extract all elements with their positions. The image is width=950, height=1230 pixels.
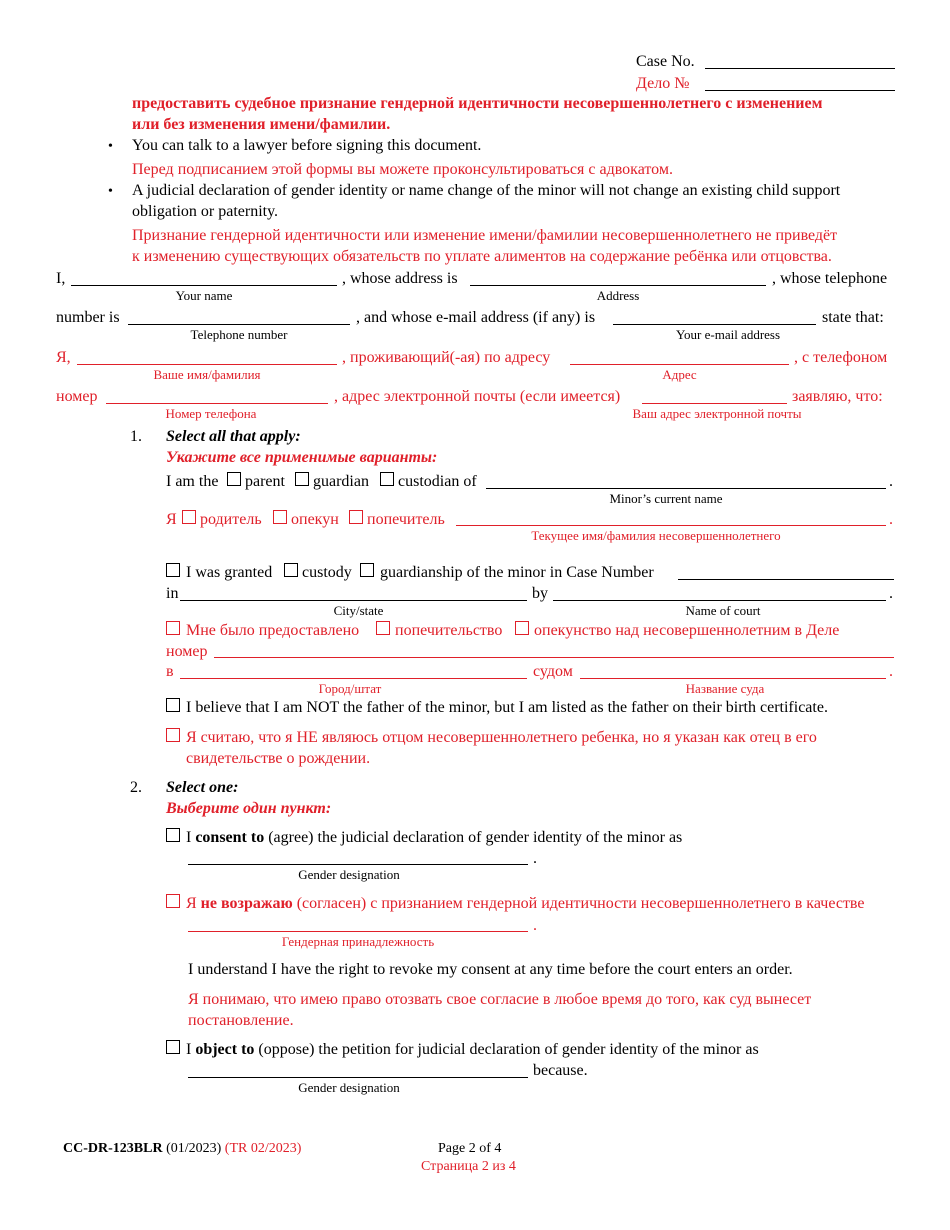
not-father-label-ru-1: Я считаю, что я НЕ являюсь отцом несовершеннолетнего ребенка, но я указан как отец в его	[186, 729, 817, 746]
in-text: in	[166, 585, 179, 602]
email-text-ru: , адрес электронной почты (если имеется)	[334, 388, 621, 405]
parent-checkbox[interactable]	[227, 472, 241, 486]
consent-text-ru: не возражаю	[200, 895, 293, 912]
section2-title: Select one:	[166, 779, 239, 796]
your-name-caption-ru: Ваше имя/фамилия	[153, 367, 261, 382]
number-text-ru: номер	[56, 388, 98, 405]
telephone-field-ru[interactable]	[106, 403, 328, 404]
guardian-checkbox[interactable]	[295, 472, 309, 486]
i-text: I	[186, 829, 192, 846]
case-no-field[interactable]	[705, 68, 895, 69]
not-father-checkbox[interactable]	[166, 698, 180, 712]
translation-date: (TR 02/2023)	[224, 1141, 302, 1156]
city-state-field-ru[interactable]	[180, 678, 527, 679]
with-phone-text-ru: , с телефоном	[794, 349, 888, 366]
section2-number: 2.	[130, 779, 142, 796]
court-period: .	[889, 585, 893, 602]
consent-to-text: consent to	[195, 829, 265, 846]
court-caption-ru: Название суда	[685, 681, 765, 696]
was-granted-label-ru: Мне было предоставлено	[186, 622, 360, 639]
page-number: Page 2 of 4	[438, 1141, 502, 1156]
minor-name-caption-ru: Текущее имя/фамилия несовершеннолетнего	[531, 528, 781, 543]
address-caption: Address	[596, 288, 640, 303]
court-name-field[interactable]	[553, 600, 886, 601]
i-am-the-text: I am the	[166, 473, 219, 490]
object-rest-text: (oppose) the petition for judicial declaration of gender identity of the minor as	[258, 1041, 759, 1058]
revoke-text: I understand I have the right to revoke my consent at any time before the court enters an order.	[188, 961, 793, 978]
guardianship-label: guardianship of the minor in Case Number	[380, 564, 654, 581]
custodian-label-ru: попечитель	[367, 511, 445, 528]
email-text: , and whose e-mail address (if any) is	[356, 309, 596, 326]
minor-name-field[interactable]	[486, 488, 886, 489]
your-name-caption: Your name	[175, 288, 233, 303]
revoke-text-ru-2: постановление.	[188, 1012, 294, 1029]
custody-label: custody	[302, 564, 352, 581]
section1-number: 1.	[130, 428, 142, 445]
ya-text-ru: Я	[166, 511, 177, 528]
declarant-ya: Я,	[56, 349, 71, 366]
email-field[interactable]	[613, 324, 816, 325]
minor-name-period: .	[889, 473, 893, 490]
section1-title-ru: Укажите все применимые варианты:	[166, 449, 438, 466]
bullet2-ru-2: к изменению существующих обязательств по уплате алиментов на содержание ребёнка или отцовства.	[132, 248, 832, 265]
guardianship-checkbox-ru[interactable]	[515, 621, 529, 635]
consent-checkbox[interactable]	[166, 828, 180, 842]
object-label	[186, 1041, 759, 1059]
was-granted-checkbox[interactable]	[166, 563, 180, 577]
not-father-label-ru-2: свидетельстве о рождении.	[186, 750, 371, 767]
gender-designation-field-2[interactable]	[188, 1077, 528, 1078]
consent-period: .	[533, 850, 537, 867]
consent-label	[186, 829, 682, 847]
form-id	[63, 1141, 301, 1157]
declare-text-ru: заявляю, что:	[792, 388, 883, 405]
in-text-ru: в	[166, 663, 174, 680]
email-field-ru[interactable]	[642, 403, 787, 404]
object-checkbox[interactable]	[166, 1040, 180, 1054]
telephone-caption: Telephone number	[190, 327, 288, 342]
by-text: by	[532, 585, 548, 602]
because-text: because.	[533, 1062, 588, 1079]
guardian-checkbox-ru[interactable]	[273, 510, 287, 524]
minor-name-caption: Minor’s current name	[609, 491, 723, 506]
address-caption-ru: Адрес	[662, 367, 697, 382]
court-name-field-ru[interactable]	[580, 678, 886, 679]
gender-designation-caption-ru: Гендерная принадлежность	[281, 934, 435, 949]
minor-name-period-ru: .	[889, 511, 893, 528]
custodian-of-label: custodian of	[398, 473, 477, 490]
whose-address-text: , whose address is	[342, 270, 458, 287]
section1-title: Select all that apply:	[166, 428, 301, 445]
email-caption-ru: Ваш адрес электронной почты	[632, 406, 802, 421]
gender-designation-field[interactable]	[188, 864, 528, 865]
ya-text-ru2: Я	[186, 895, 197, 912]
bullet2-en-1: A judicial declaration of gender identity or name change of the minor will not change an existing child support	[132, 182, 841, 199]
bullet-2: •	[108, 184, 113, 199]
city-state-field[interactable]	[180, 600, 527, 601]
custody-checkbox-ru[interactable]	[376, 621, 390, 635]
declarant-i: I,	[56, 270, 66, 287]
telephone-field[interactable]	[128, 324, 350, 325]
case-number-text-ru: номер	[166, 643, 208, 660]
object-to-text: object to	[195, 1041, 255, 1058]
parent-label-ru: родитель	[200, 511, 262, 528]
gender-designation-caption: Gender designation	[298, 867, 400, 882]
court-caption: Name of court	[685, 603, 761, 618]
intro-continued-ru-1: предоставить судебное признание гендерной идентичности несовершеннолетнего с изменением	[132, 95, 823, 112]
parent-checkbox-ru[interactable]	[182, 510, 196, 524]
telephone-caption-ru: Номер телефона	[165, 406, 257, 421]
case-number-field[interactable]	[678, 579, 894, 580]
bullet1-en: You can talk to a lawyer before signing this document.	[132, 137, 482, 154]
gender-designation-field-ru[interactable]	[188, 931, 528, 932]
city-state-caption-ru: Город/штат	[318, 681, 382, 696]
bullet1-ru: Перед подписанием этой формы вы можете проконсультироваться с адвокатом.	[132, 161, 673, 178]
minor-name-field-ru[interactable]	[456, 525, 886, 526]
case-no-field-ru[interactable]	[705, 90, 895, 91]
custodian-checkbox-ru[interactable]	[349, 510, 363, 524]
residing-text-ru: , проживающий(-ая) по адресу	[342, 349, 551, 366]
guardianship-label-ru: опекунство над несовершеннолетним в Деле	[534, 622, 840, 639]
address-field[interactable]	[470, 285, 766, 286]
form-date: (01/2023)	[166, 1141, 222, 1156]
i-text-2: I	[186, 1041, 192, 1058]
court-text-ru: судом	[533, 663, 573, 680]
court-period-ru: .	[889, 663, 893, 680]
custodian-checkbox[interactable]	[380, 472, 394, 486]
was-granted-label: I was granted	[186, 564, 273, 581]
custody-checkbox[interactable]	[284, 563, 298, 577]
address-field-ru[interactable]	[570, 364, 789, 365]
guardian-label-ru: опекун	[291, 511, 339, 528]
city-state-caption: City/state	[333, 603, 384, 618]
email-caption: Your e-mail address	[675, 327, 781, 342]
section2-title-ru: Выберите один пункт:	[166, 800, 332, 817]
was-granted-checkbox-ru[interactable]	[166, 621, 180, 635]
form-number: CC-DR-123BLR	[63, 1141, 163, 1156]
number-is-text: number is	[56, 309, 120, 326]
gender-designation-caption-2: Gender designation	[298, 1080, 400, 1095]
state-that-text: state that:	[822, 309, 884, 326]
case-no-label: Case No.	[636, 53, 695, 70]
consent-label-ru	[186, 895, 865, 913]
parent-label: parent	[245, 473, 285, 490]
consent-rest-text: (agree) the judicial declaration of gender identity of the minor as	[268, 829, 683, 846]
consent-period-ru: .	[533, 917, 537, 934]
revoke-text-ru-1: Я понимаю, что имею право отозвать свое согласие в любое время до того, как суд вынесет	[188, 991, 812, 1008]
custody-label-ru: попечительство	[395, 622, 503, 639]
whose-telephone-text: , whose telephone	[772, 270, 888, 287]
case-no-label-ru: Дело №	[636, 75, 690, 92]
consent-checkbox-ru[interactable]	[166, 894, 180, 908]
case-number-field-ru[interactable]	[214, 657, 894, 658]
bullet2-en-2: obligation or paternity.	[132, 203, 279, 220]
page-number-ru: Страница 2 из 4	[421, 1159, 516, 1174]
intro-continued-ru-2: или без изменения имени/фамилии.	[132, 116, 391, 133]
not-father-checkbox-ru[interactable]	[166, 728, 180, 742]
bullet2-ru-1: Признание гендерной идентичности или изменение имени/фамилии несовершеннолетнего не приведёт	[132, 227, 838, 244]
consent-rest-text-ru: (согласен) с признанием гендерной идентичности несовершеннолетнего в качестве	[296, 895, 865, 912]
your-name-field-ru[interactable]	[77, 364, 337, 365]
guardian-label: guardian	[313, 473, 369, 490]
bullet-1: •	[108, 139, 113, 154]
not-father-label: I believe that I am NOT the father of the minor, but I am listed as the father on their birth certificate.	[186, 699, 828, 716]
guardianship-checkbox[interactable]	[360, 563, 374, 577]
your-name-field[interactable]	[71, 285, 337, 286]
